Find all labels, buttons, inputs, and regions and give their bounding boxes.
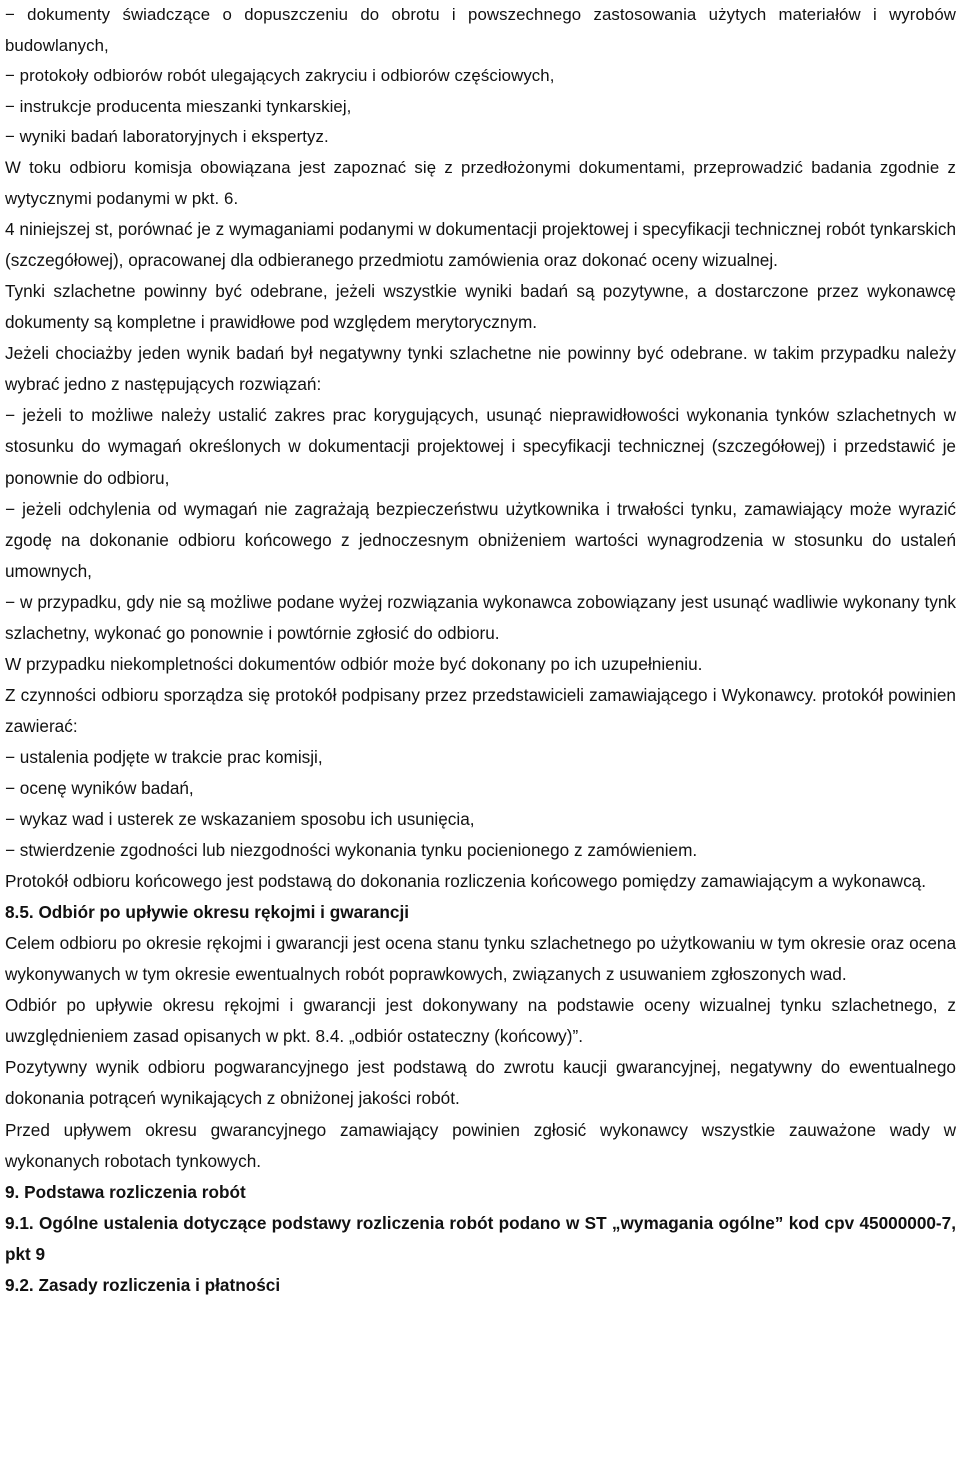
list-item: − jeżeli odchylenia od wymagań nie zagrażają bezpieczeństwu użytkownika i trwałości tynku, zamawiający może wyrazić zgodę na dokonanie odbioru końcowego z jednoczesnym obniżeniem wartości wynagrodzenia w stosunku do ustaleń umownych, — [5, 498, 956, 581]
paragraph-komisja — [5, 153, 956, 214]
list-item: − jeżeli to możliwe należy ustalić zakres prac korygujących, usunąć nieprawidłowości wykonania tynków szlachetnych w stosunku do wymagań określonych w dokumentacji projektowej i specyfikacji technicznej (szczegółowej) i przedstawić je ponownie do odbioru, — [5, 405, 956, 488]
list-item: − wykaz wad i usterek ze wskazaniem sposobu ich usunięcia, — [5, 809, 475, 830]
paragraph-komisja-cont: 4 niniejszej st, porównać je z wymaganiami podanymi w dokumentacji projektowej i specyfikacji technicznej robót tynkarskich (szczegółowej), opracowanej dla odbieranego przedmiotu zamówienia oraz dokonać oceny wizualnej. — [5, 219, 956, 271]
section-heading-9-2: 9.2. Zasady rozliczenia i płatności — [5, 1274, 281, 1295]
paragraph-pozytywne: Tynki szlachetne powinny być odebrane, jeżeli wszystkie wyniki badań są pozytywne, a dostarczone przez wykonawcę dokumenty są kompletne i prawidłowe pod względem merytorycznym. — [5, 281, 956, 333]
paragraph-podstawa: Protokół odbioru końcowego jest podstawą do dokonania rozliczenia końcowego pomiędzy zamawiającym a wykonawcą. — [5, 871, 926, 892]
paragraph-odbior: Odbiór po upływie okresu rękojmi i gwarancji jest dokonywany na podstawie oceny wizualnej tynku szlachetnego, z uwzględnieniem zasad opisanych w pkt. 8.4. „odbiór ostateczny (końcowy)”. — [5, 995, 956, 1047]
list-item: − ustalenia podjęte w trakcie prac komisji, — [5, 746, 323, 767]
paragraph-protokol: Z czynności odbioru sporządza się protokół podpisany przez przedstawicieli zamawiającego i Wykonawcy. protokół powinien zawierać: — [5, 684, 956, 736]
paragraph-niekompletnosc: W przypadku niekompletności dokumentów odbiór może być dokonany po ich uzupełnieniu. — [5, 653, 703, 674]
section-heading-9: 9. Podstawa rozliczenia robót — [5, 1181, 246, 1202]
paragraph-negatywny: Jeżeli chociażby jeden wynik badań był negatywny tynki szlachetne nie powinny być odebrane. w takim przypadku należy wybrać jedno z następujących rozwiązań: — [5, 343, 956, 395]
list-item: − instrukcje producenta mieszanki tynkarskiej, — [5, 96, 352, 116]
paragraph-pozytywny: Pozytywny wynik odbioru pogwarancyjnego jest podstawą do zwrotu kaucji gwarancyjnej, negatywny do ewentualnego dokonania potrąceń wynikających z obniżonej jakości robót. — [5, 1057, 956, 1109]
paragraph-przed: Przed upływem okresu gwarancyjnego zamawiający powinien zgłosić wykonawcy wszystkie zauważone wady w wykonanych robotach tynkowych. — [5, 1119, 956, 1171]
list-item: − dokumenty świadczące o dopuszczeniu do obrotu i powszechnego zastosowania użytych materiałów i wyrobów budowlanych, — [5, 5, 956, 55]
paragraph-komisja-part1: W toku odbioru komisja obowiązana jest zapoznać się z przedłożonymi dokumentami, przeprowadzić badania zgodnie z wytycznymi podanymi w pkt. 6. — [5, 157, 956, 208]
main-section — [5, 214, 956, 1301]
list-item: − protokoły odbiorów robót ulegających zakryciu i odbiorów częściowych, — [5, 66, 555, 86]
intro-section — [5, 0, 956, 214]
list-item: − w przypadku, gdy nie są możliwe podane wyżej rozwiązania wykonawca zobowiązany jest usunąć wadliwie wykonany tynk szlachetny, wykonać go ponownie i powtórnie zgłosić do odbioru. — [5, 591, 956, 643]
paragraph-celem: Celem odbioru po okresie rękojmi i gwarancji jest ocena stanu tynku szlachetnego po użytkowaniu w tym okresie oraz ocena wykonywanych w tym okresie ewentualnych robót poprawkowych, związanych z usuwaniem zgłoszonych wad. — [5, 933, 956, 985]
section-heading-9-1: 9.1. Ogólne ustalenia dotyczące podstawy rozliczenia robót podano w ST „wymagania ogólne” kod cpv 45000000-7, pkt 9 — [5, 1212, 956, 1264]
list-item: − wyniki badań laboratoryjnych i ekspertyz. — [5, 127, 329, 147]
section-heading-8-5: 8.5. Odbiór po upływie okresu rękojmi i gwarancji — [5, 902, 410, 923]
list-item: − ocenę wyników badań, — [5, 778, 194, 798]
list-item: − stwierdzenie zgodności lub niezgodności wykonania tynku pocienionego z zamówieniem. — [5, 840, 698, 861]
